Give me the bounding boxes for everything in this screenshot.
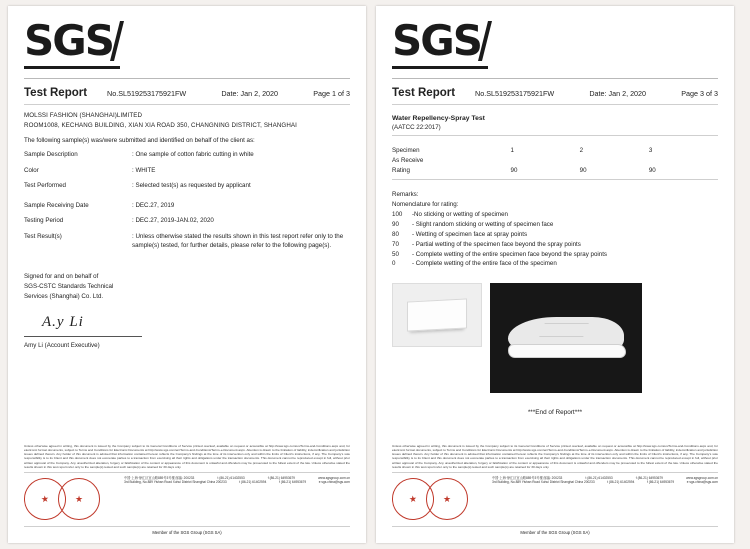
header-divider bbox=[392, 78, 718, 79]
end-of-report-note: ***End of Report*** bbox=[527, 409, 583, 417]
footer-address: 中国·上海·徐汇区宜山路889号3号楼 邮编: 200233 t (86-21) 61402553 f (86-21) 64953679 www.sgsgroup.com.cn 3rd Building, No.889 Yishan Road Xuhui District Shanghai China 200233 t (86-21) 61402594 f (86-21) 64953679 e sgs.china@sgs.com bbox=[124, 476, 350, 485]
header-divider bbox=[24, 78, 350, 79]
report-number: No.SL519253175921FW bbox=[475, 89, 555, 98]
legal-disclaimer: Unless otherwise agreed in writing, this document is issued by the Company subject to its General Conditions of Service printed overleaf, available on request or accessible at http://www.sgs.com/en/Terms-and-Conditions.aspx and, for electronic format documents, subject to Terms and Conditions for Electronic Documents at http://www.sgs.com/en/Terms-and-Conditions/Terms-e-Document.aspx. Attention is drawn to the limitation of liability, indemnification and jurisdiction issues defined therein. Any holder of this document is advised that information contained hereon reflects the Company's findings at the time of its intervention only and within the limits of Client's instructions, if any. The Company's sole responsibility is to its Client and this document does not exonerate parties to a transaction from exercising all their rights and obligations under the transaction documents. This document cannot be reproduced except in full, without prior written approval of the Company. Any unauthorized alteration, forgery or falsification of the content or appearance of this document is unlawful and offenders may be prosecuted to the fullest extent of the law. Unless otherwise stated the results shown in this test report refer only to the sample(s) tested and such sample(s) are retained for 30 days only. bbox=[24, 444, 350, 473]
table-bottom-rule bbox=[392, 179, 718, 180]
field-test-results: Test Result(s) : Unless otherwise stated the results shown in this test report refer only to the sample(s) tested, for further details, please refer to the following page(s). bbox=[24, 232, 344, 249]
legal-disclaimer: Unless otherwise agreed in writing, this document is issued by the Company subject to its General Conditions of Service printed overleaf, available on request or accessible at http://www.sgs.com/en/Terms-and-Conditions.aspx and, for electronic format documents, subject to Terms and Conditions for Electronic Documents at http://www.sgs.com/en/Terms-and-Conditions/Terms-e-Document.aspx. Attention is drawn to the limitation of liability, indemnification and jurisdiction issues defined therein. Any holder of this document is advised that information contained hereon reflects the Company's findings at the time of its intervention only and within the limits of Client's instructions, if any. The Company's sole responsibility is to its Client and this document does not exonerate parties to a transaction from exercising all their rights and obligations under the transaction documents. This document cannot be reproduced except in full, without prior written approval of the Company. Any unauthorized alteration, forgery or falsification of the content or appearance of this document is unlawful and offenders may be prosecuted to the fullest extent of the law. Unless otherwise stated the results shown in this test report refer only to the sample(s) tested and such sample(s) are retained for 30 days only. bbox=[392, 444, 718, 473]
sgs-logo-block-2 bbox=[392, 16, 718, 72]
field-sample-description: Sample Description : One sample of cotton fabric cutting in white bbox=[24, 151, 254, 159]
table-top-rule bbox=[392, 135, 718, 136]
signature-line bbox=[24, 336, 142, 337]
remarks-block bbox=[392, 190, 718, 269]
table-row: Specimen 1 2 3 bbox=[392, 146, 653, 154]
footer-address: 中国·上海·徐汇区宜山路889号3号楼 邮编: 200233 t (86-21) 61402553 f (86-21) 64953679 www.sgsgroup.com.cn 3rd Building, No.889 Yishan Road Xuhui District Shanghai China 200233 t (86-21) 61402594 f (86-21) 64953679 e sgs.china@sgs.com bbox=[492, 476, 718, 485]
company-stamps bbox=[392, 476, 488, 522]
field-testing-period: Testing Period : DEC.27, 2019-JAN.02, 2020 bbox=[24, 217, 214, 225]
footer-member-line: Member of the SGS Group (SGS SA) bbox=[392, 526, 718, 535]
remark-line: 100 -No sticking or wetting of specimen bbox=[392, 210, 508, 218]
title-divider bbox=[392, 104, 718, 105]
remark-line: 80 - Wetting of specimen face at spray points bbox=[392, 230, 528, 238]
footer-member-line: Member of the SGS Group (SGS SA) bbox=[24, 526, 350, 535]
title-divider bbox=[24, 104, 350, 105]
test-name: Water Repellency-Spray Test bbox=[392, 115, 485, 122]
results-table bbox=[392, 145, 718, 175]
page-footer-1 bbox=[24, 444, 350, 535]
report-header-1 bbox=[24, 87, 350, 99]
intro-text: The following sample(s) was/were submitted and identified on behalf of the client as: bbox=[24, 137, 255, 145]
fabric-swatch-photo bbox=[392, 283, 482, 347]
remark-line: 0 - Complete wetting of the entire face of the specimen bbox=[392, 260, 557, 268]
sgs-logo-icon: SGS bbox=[24, 20, 123, 62]
logo-underline bbox=[24, 66, 120, 69]
company-stamps bbox=[24, 476, 120, 522]
remark-line: 50 - Complete wetting of the entire specimen face beyond the spray points bbox=[392, 250, 608, 258]
logo-underline bbox=[392, 66, 488, 69]
page-number: Page 1 of 3 bbox=[313, 89, 350, 98]
fabric-shape bbox=[407, 299, 467, 332]
page-title: Test Report bbox=[24, 87, 88, 99]
signer-name: Amy Li (Account Executive) bbox=[24, 342, 100, 350]
report-number: No.SL519253175921FW bbox=[107, 89, 187, 98]
photo-row bbox=[392, 283, 718, 393]
sgs-logo-block bbox=[24, 16, 350, 72]
remark-line: 70 - Partial wetting of the specimen face beyond the spray points bbox=[392, 240, 581, 248]
page-number: Page 3 of 3 bbox=[681, 89, 718, 98]
company-seal-icon: ★ bbox=[22, 476, 68, 522]
inspection-seal-icon: ★ bbox=[58, 478, 100, 520]
sneaker-shape bbox=[508, 317, 624, 361]
field-sample-receiving-date: Sample Receiving Date : DEC.27, 2019 bbox=[24, 202, 175, 210]
handwritten-signature: A.y Li bbox=[42, 314, 84, 331]
signature-block: Signed for and on behalf of SGS-CSTC Standards Technical Services (Shanghai) Co. Ltd. A.y Li Amy Li (Account Executive) bbox=[24, 272, 350, 351]
field-test-performed: Test Performed : Selected test(s) as requested by applicant bbox=[24, 181, 251, 189]
page-footer-2 bbox=[392, 444, 718, 535]
client-address: MOLSSI FASHION (SHANGHAI)LIMITED ROOM1008, KECHANG BUILDING, XIAN XIA ROAD 350, CHANGNING DISTRICT, SHANGHAI bbox=[24, 112, 297, 129]
remarks-subtitle: Nomenclature for rating: bbox=[392, 200, 459, 208]
company-seal-icon: ★ bbox=[390, 476, 436, 522]
report-date: Date: Jan 2, 2020 bbox=[221, 89, 279, 98]
test-method: (AATCC 22:2017) bbox=[392, 124, 441, 131]
remark-line: 90 - Slight random sticking or wetting of specimen face bbox=[392, 220, 554, 228]
field-color: Color : WHITE bbox=[24, 166, 156, 174]
page-title: Test Report bbox=[392, 87, 456, 99]
report-header-2 bbox=[392, 87, 718, 99]
report-date: Date: Jan 2, 2020 bbox=[589, 89, 647, 98]
report-page-1 bbox=[8, 6, 366, 543]
table-row: As Receive bbox=[392, 156, 424, 164]
remarks-title: Remarks: bbox=[392, 191, 419, 198]
report-page-2 bbox=[376, 6, 734, 543]
white-sneaker-photo bbox=[490, 283, 642, 393]
inspection-seal-icon: ★ bbox=[426, 478, 468, 520]
table-row: Rating 90 90 90 bbox=[392, 166, 656, 174]
sgs-logo-icon: SGS bbox=[392, 20, 491, 62]
